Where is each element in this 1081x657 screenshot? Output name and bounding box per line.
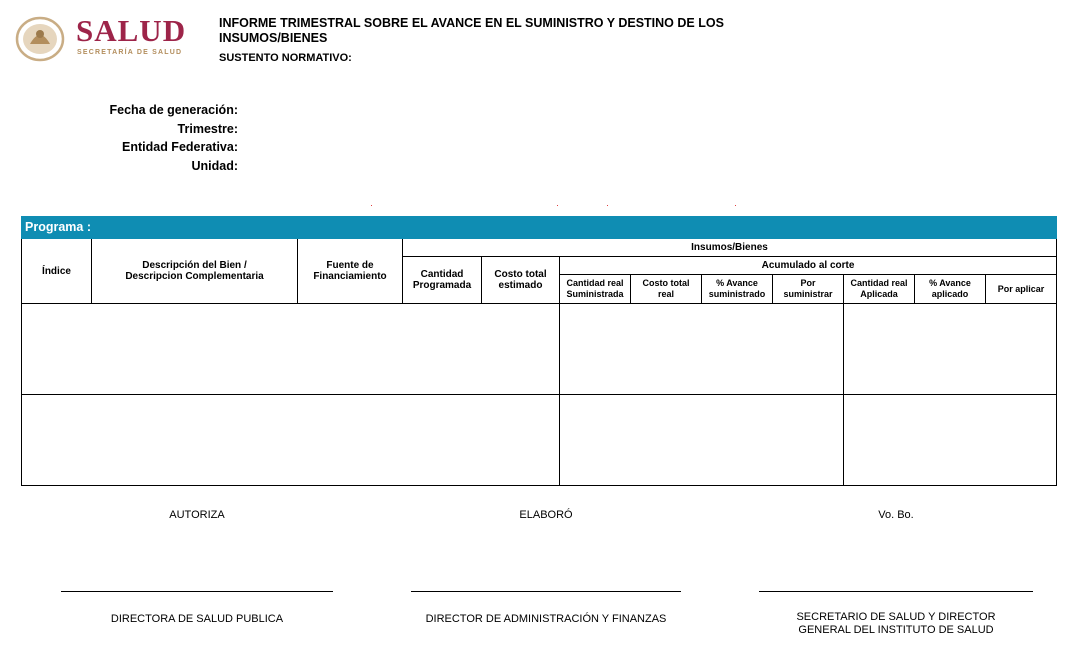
header-sub (631, 275, 702, 304)
autoriza-label: AUTORIZA (169, 509, 225, 521)
logo-subtitle: SECRETARÍA DE SALUD (77, 49, 183, 56)
sub-line2: Suministrada (566, 289, 624, 299)
trimestre-label: Trimestre: (177, 122, 238, 136)
elaboro-label: ELABORÓ (519, 509, 573, 521)
sub-line2: real (657, 289, 674, 299)
entidad-label: Entidad Federativa: (122, 140, 238, 154)
header-sub (986, 275, 1057, 304)
sub-line2: Aplicada (860, 289, 898, 299)
header-sub (773, 275, 844, 304)
sub-line1: % Avance (716, 278, 758, 288)
sub-line1: Cantidad real (566, 278, 624, 288)
secretario-line2: GENERAL DEL INSTITUTO DE SALUD (798, 624, 994, 636)
sub-line1: % Avance (929, 278, 971, 288)
sustento-normativo: SUSTENTO NORMATIVO: (219, 52, 352, 64)
header-cantidad-line1: Cantidad (420, 269, 464, 280)
secretario-line1: SECRETARIO DE SALUD Y DIRECTOR (796, 611, 996, 623)
fecha-label: Fecha de generación: (109, 103, 238, 117)
header-costo-line1: Costo total (494, 269, 547, 280)
table-cell-empty (22, 304, 560, 395)
sub-line2: aplicado (931, 289, 969, 299)
header-costo-estimado (482, 257, 560, 304)
programa-label: Programa : (25, 220, 91, 234)
vobo-label: Vo. Bo. (878, 509, 914, 521)
red-dot (607, 205, 608, 206)
signature-line-vobo (759, 591, 1033, 592)
header-descripcion-line1: Descripción del Bien / (142, 260, 247, 271)
table-cell-empty (560, 395, 844, 486)
sub-line1: Por (800, 278, 816, 288)
sub-line1: Cantidad real (850, 278, 908, 288)
header-insumos: Insumos/Bienes (403, 239, 1057, 257)
red-dot (557, 205, 558, 206)
director-title: DIRECTOR DE ADMINISTRACIÓN Y FINANZAS (425, 613, 667, 625)
coat-of-arms-icon (14, 14, 72, 64)
header-indice: Índice (22, 239, 92, 304)
header-costo-line2: estimado (498, 280, 543, 291)
header-cantidad-programada (403, 257, 482, 304)
programa-bar (22, 217, 1057, 239)
directora-title: DIRECTORA DE SALUD PUBLICA (110, 613, 284, 625)
sub-line1: Por aplicar (997, 283, 1045, 294)
header-fuente (298, 239, 403, 304)
header-acumulado: Acumulado al corte (560, 257, 1057, 275)
unidad-label: Unidad: (191, 159, 238, 173)
signature-line-autoriza (61, 591, 333, 592)
table-cell-empty (844, 395, 1057, 486)
header-fuente-line2: Financiamiento (313, 271, 387, 282)
header-sub (915, 275, 986, 304)
table-cell-empty (560, 304, 844, 395)
header-descripcion (92, 239, 298, 304)
header-descripcion-line2: Descripcion Complementaria (125, 271, 264, 282)
logo-wordmark: SALUD (76, 13, 187, 48)
insumos-table (21, 216, 1057, 486)
secretario-title (746, 611, 1046, 637)
red-dot (735, 205, 736, 206)
red-dot (371, 205, 372, 206)
sub-line2: suministrar (783, 289, 833, 299)
header-fuente-line1: Fuente de (326, 260, 374, 271)
header-sub (560, 275, 631, 304)
signature-line-elaboro (411, 591, 681, 592)
header-cantidad-line2: Programada (412, 280, 472, 291)
sub-line1: Costo total (642, 278, 690, 288)
sub-line2: suministrado (708, 289, 766, 299)
report-title: INFORME TRIMESTRAL SOBRE EL AVANCE EN EL SUMINISTRO Y DESTINO DE LOS INSUMOS/BIENES (219, 16, 724, 45)
table-cell-empty (22, 395, 560, 486)
header-sub (702, 275, 773, 304)
header-sub (844, 275, 915, 304)
table-cell-empty (844, 304, 1057, 395)
